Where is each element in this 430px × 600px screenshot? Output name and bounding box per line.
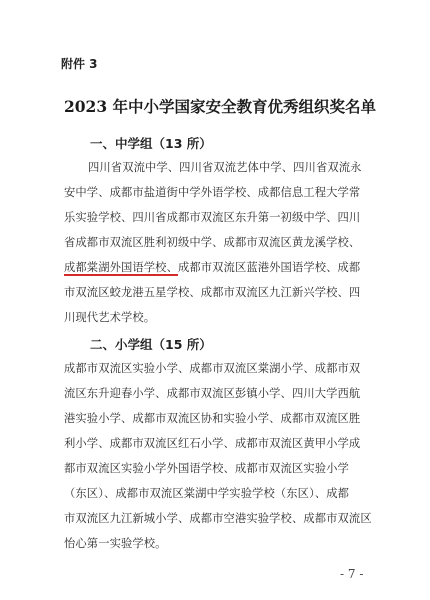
page-number: - 7 - [340, 567, 364, 581]
middle-school-line-2: 安中学、成都市盐道街中学外语学校、成都信息工程大学常 [64, 186, 361, 199]
primary-school-line-5: 都市双流区实验小学外国语学校、成都市双流区实验小学 [64, 462, 349, 475]
primary-school-line-2: 流区东升迎春小学、成都市双流区彭镇小学、四川大学西航 [64, 387, 361, 400]
attachment-label: 附件 3 [61, 57, 98, 71]
middle-school-line-7: 川现代艺术学校。 [64, 311, 156, 324]
primary-school-line-4: 利小学、成都市双流区红石小学、成都市双流区黄甲小学成 [64, 437, 361, 450]
middle-school-line-4: 省成都市双流区胜利初级中学、成都市双流区黄龙溪学校、 [64, 236, 361, 249]
primary-school-line-8: 怡心第一实验学校。 [64, 537, 167, 550]
middle-school-line-3: 乐实验学校、四川省成都市双流区东升第一初级中学、四川 [64, 211, 361, 224]
middle-school-line-1: 四川省双流中学、四川省双流艺体中学、四川省双流永 [88, 161, 362, 174]
primary-school-line-3: 港实验小学、成都市双流区协和实验小学、成都市双流区胜 [64, 412, 361, 425]
primary-school-line-1: 成都市双流区实验小学、成都市双流区棠湖小学、成都市双 [64, 362, 361, 375]
primary-school-line-6: （东区）、成都市双流区棠湖中学实验学校（东区）、成都 [64, 487, 350, 500]
document-title: 2023 年中小学国家安全教育优秀组织奖名单 [63, 97, 377, 116]
primary-school-line-7: 市双流区九江新城小学、成都市空港实验学校、成都市双流区 [64, 512, 372, 525]
highlight-underline [64, 274, 178, 276]
section-heading-middle-school: 一、中学组（13 所） [90, 136, 212, 151]
middle-school-line-6: 市双流区蛟龙港五星学校、成都市双流区九江新兴学校、四 [64, 286, 361, 299]
middle-school-line-5: 成都棠湖外国语学校、成都市双流区蓝港外国语学校、成都 [64, 261, 361, 274]
section-heading-primary-school: 二、小学组（15 所） [90, 337, 212, 352]
